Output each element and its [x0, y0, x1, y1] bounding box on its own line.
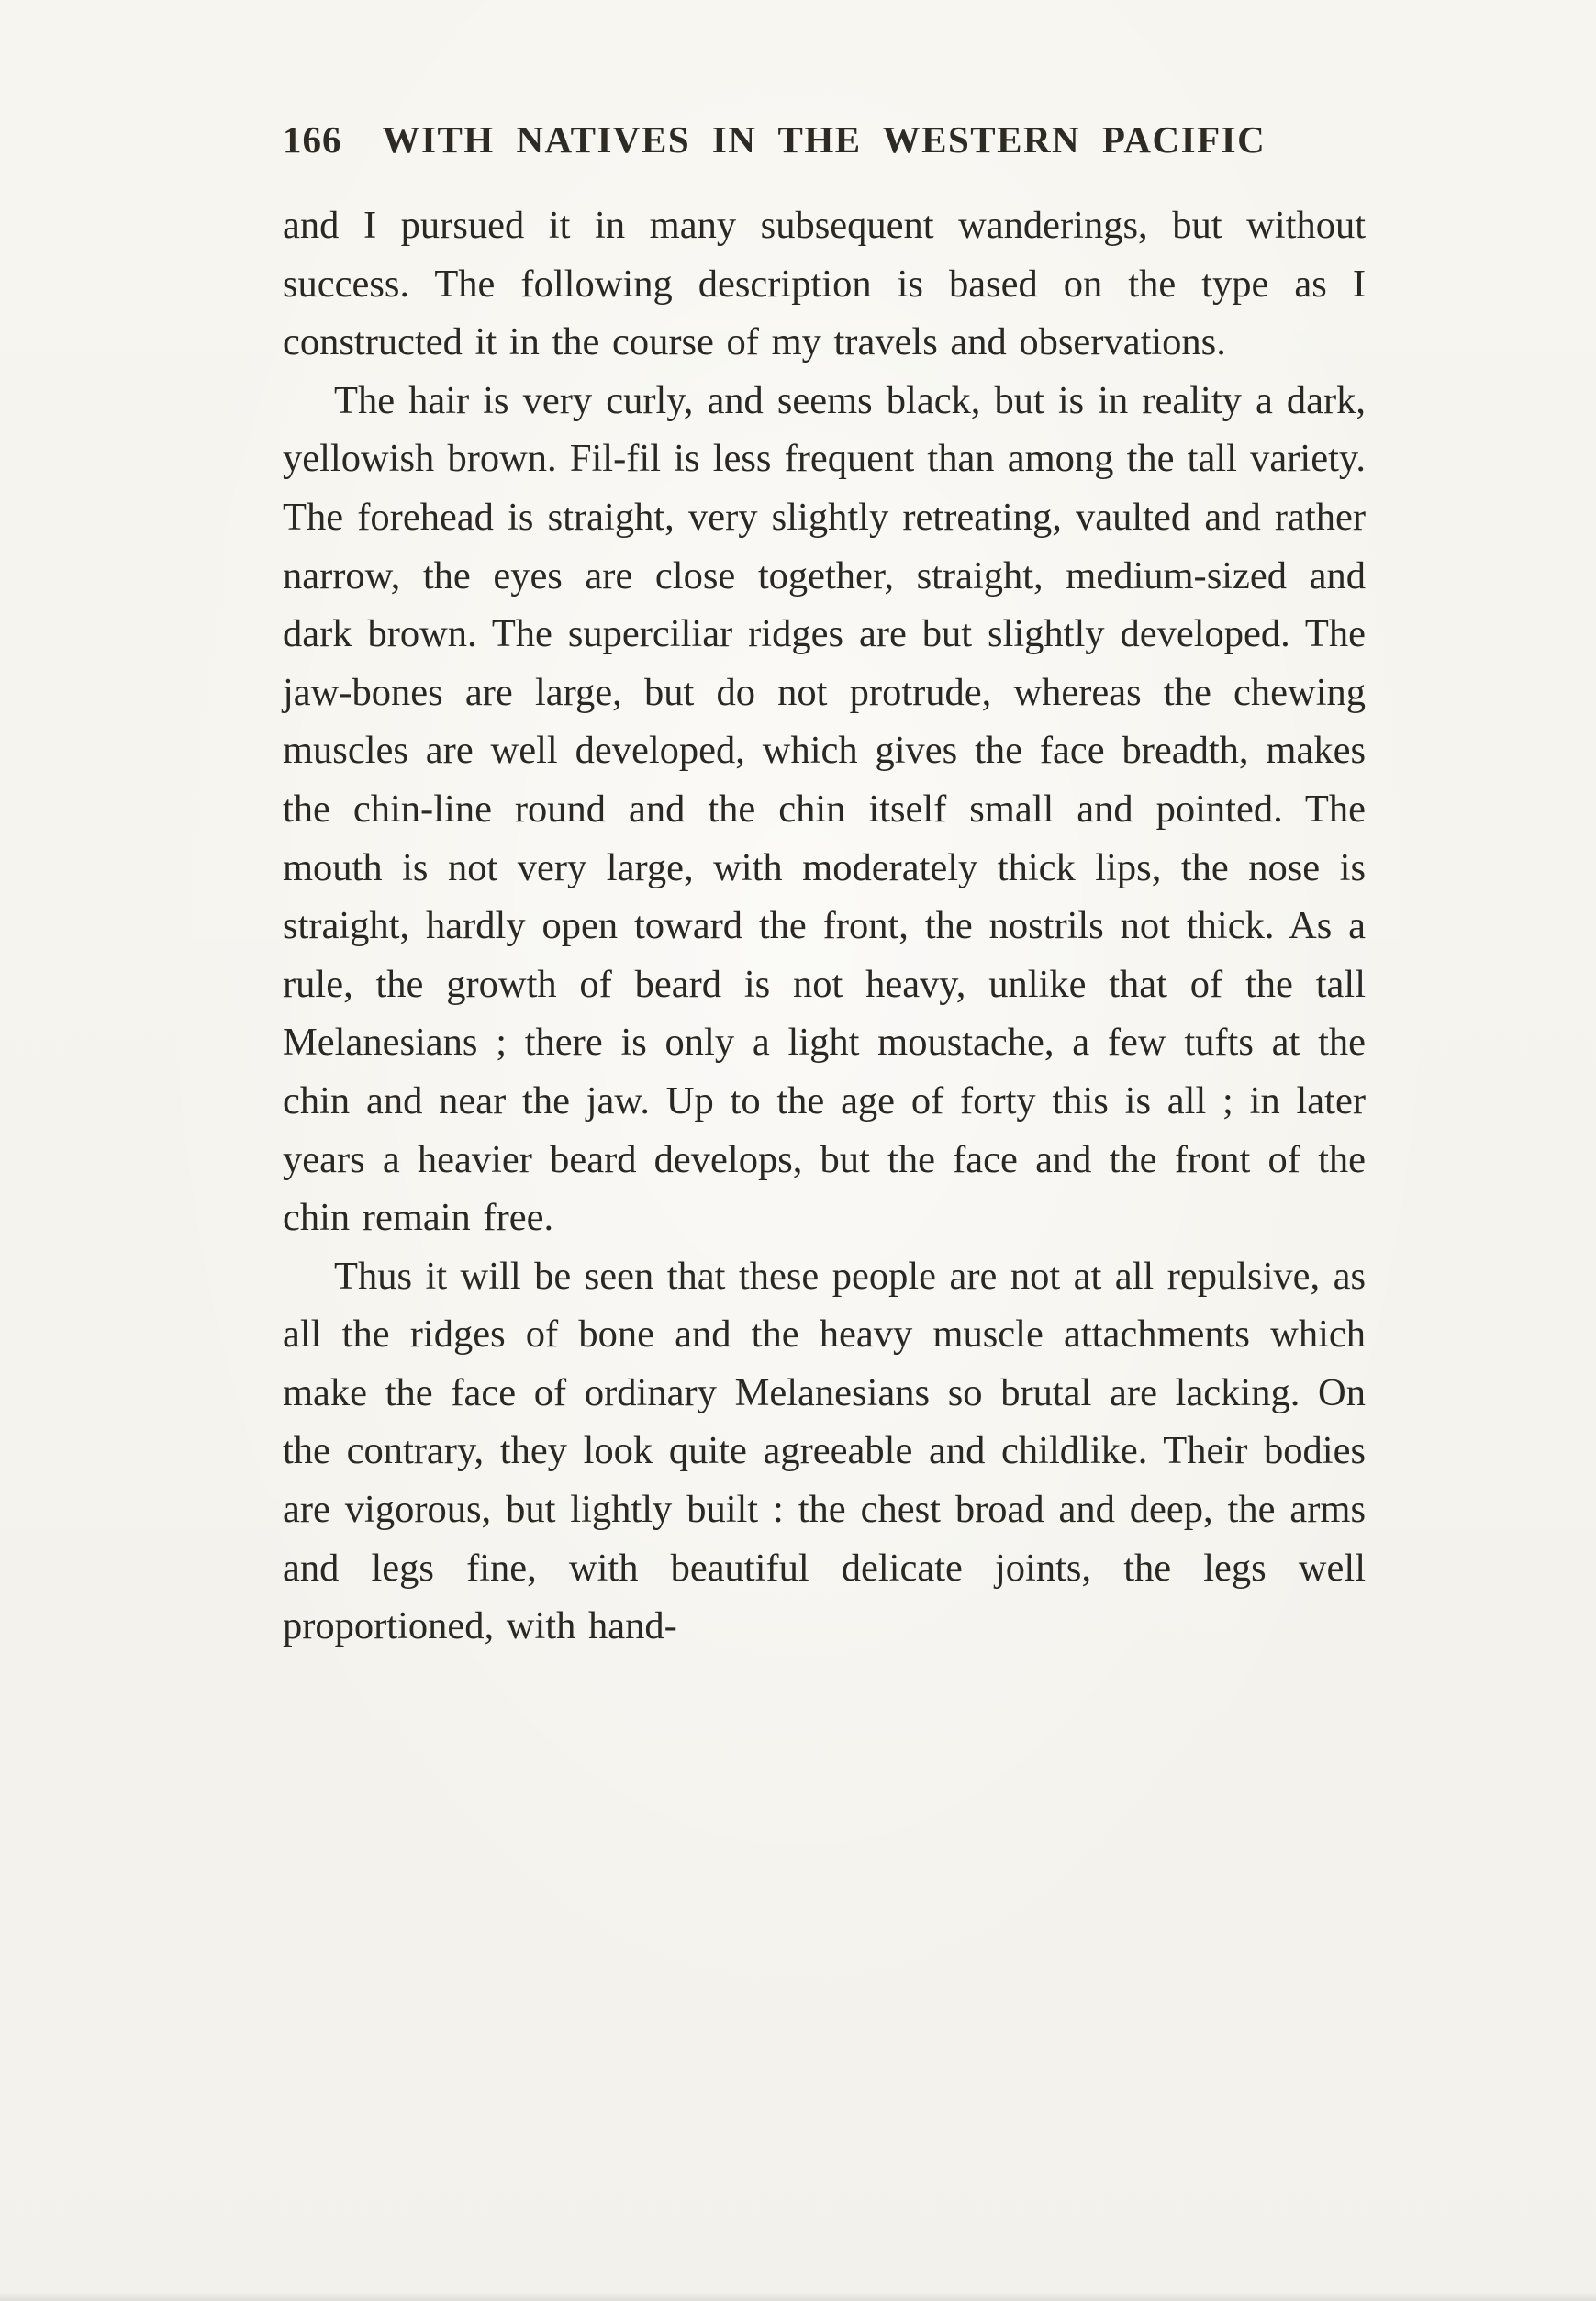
page-number: 166: [283, 118, 342, 161]
paragraph: The hair is very curly, and seems black, but is in reality a dark, yellowish brown. Fil-fil is less frequent than among the tall variety. The forehead is straight, very slightly retreating, vaulted and rather narrow, the eyes are close together, straight, medium-sized and dark brown. The superciliar ridges are but slightly developed. The jaw-bones are large, but do not protrude, whereas the chewing muscles are well developed, which gives the face breadth, makes the chin-line round and the chin itself small and pointed. The mouth is not very large, with moderately thick lips, the nose is straight, hardly open toward the front, the nostrils not thick. As a rule, the growth of beard is not heavy, unlike that of the tall Melanesians ; there is only a light moustache, a few tufts at the chin and near the jaw. Up to the age of forty this is all ; in later years a heavier beard develops, but the face and the front of the chin remain free.: [283, 378, 1366, 1240]
running-title: WITH NATIVES IN THE WESTERN PACIFIC: [382, 118, 1267, 161]
page-text-block: [283, 196, 1366, 1656]
paragraph: Thus it will be seen that these people are not at all repulsive, as all the ridges of bone and the heavy muscle attachments which make the face of ordinary Melanesians so brutal are lacking. On the contrary, they look quite agreeable and childlike. Their bodies are vigorous, but lightly built : the chest broad and deep, the arms and legs fine, with beautiful delicate joints, the legs well proportioned, with hand-: [283, 1254, 1366, 1648]
paragraph: and I pursued it in many subsequent wanderings, but without success. The following description is based on the type as I constructed it in the course of my travels and observations.: [283, 204, 1366, 364]
running-header: [283, 117, 1366, 162]
